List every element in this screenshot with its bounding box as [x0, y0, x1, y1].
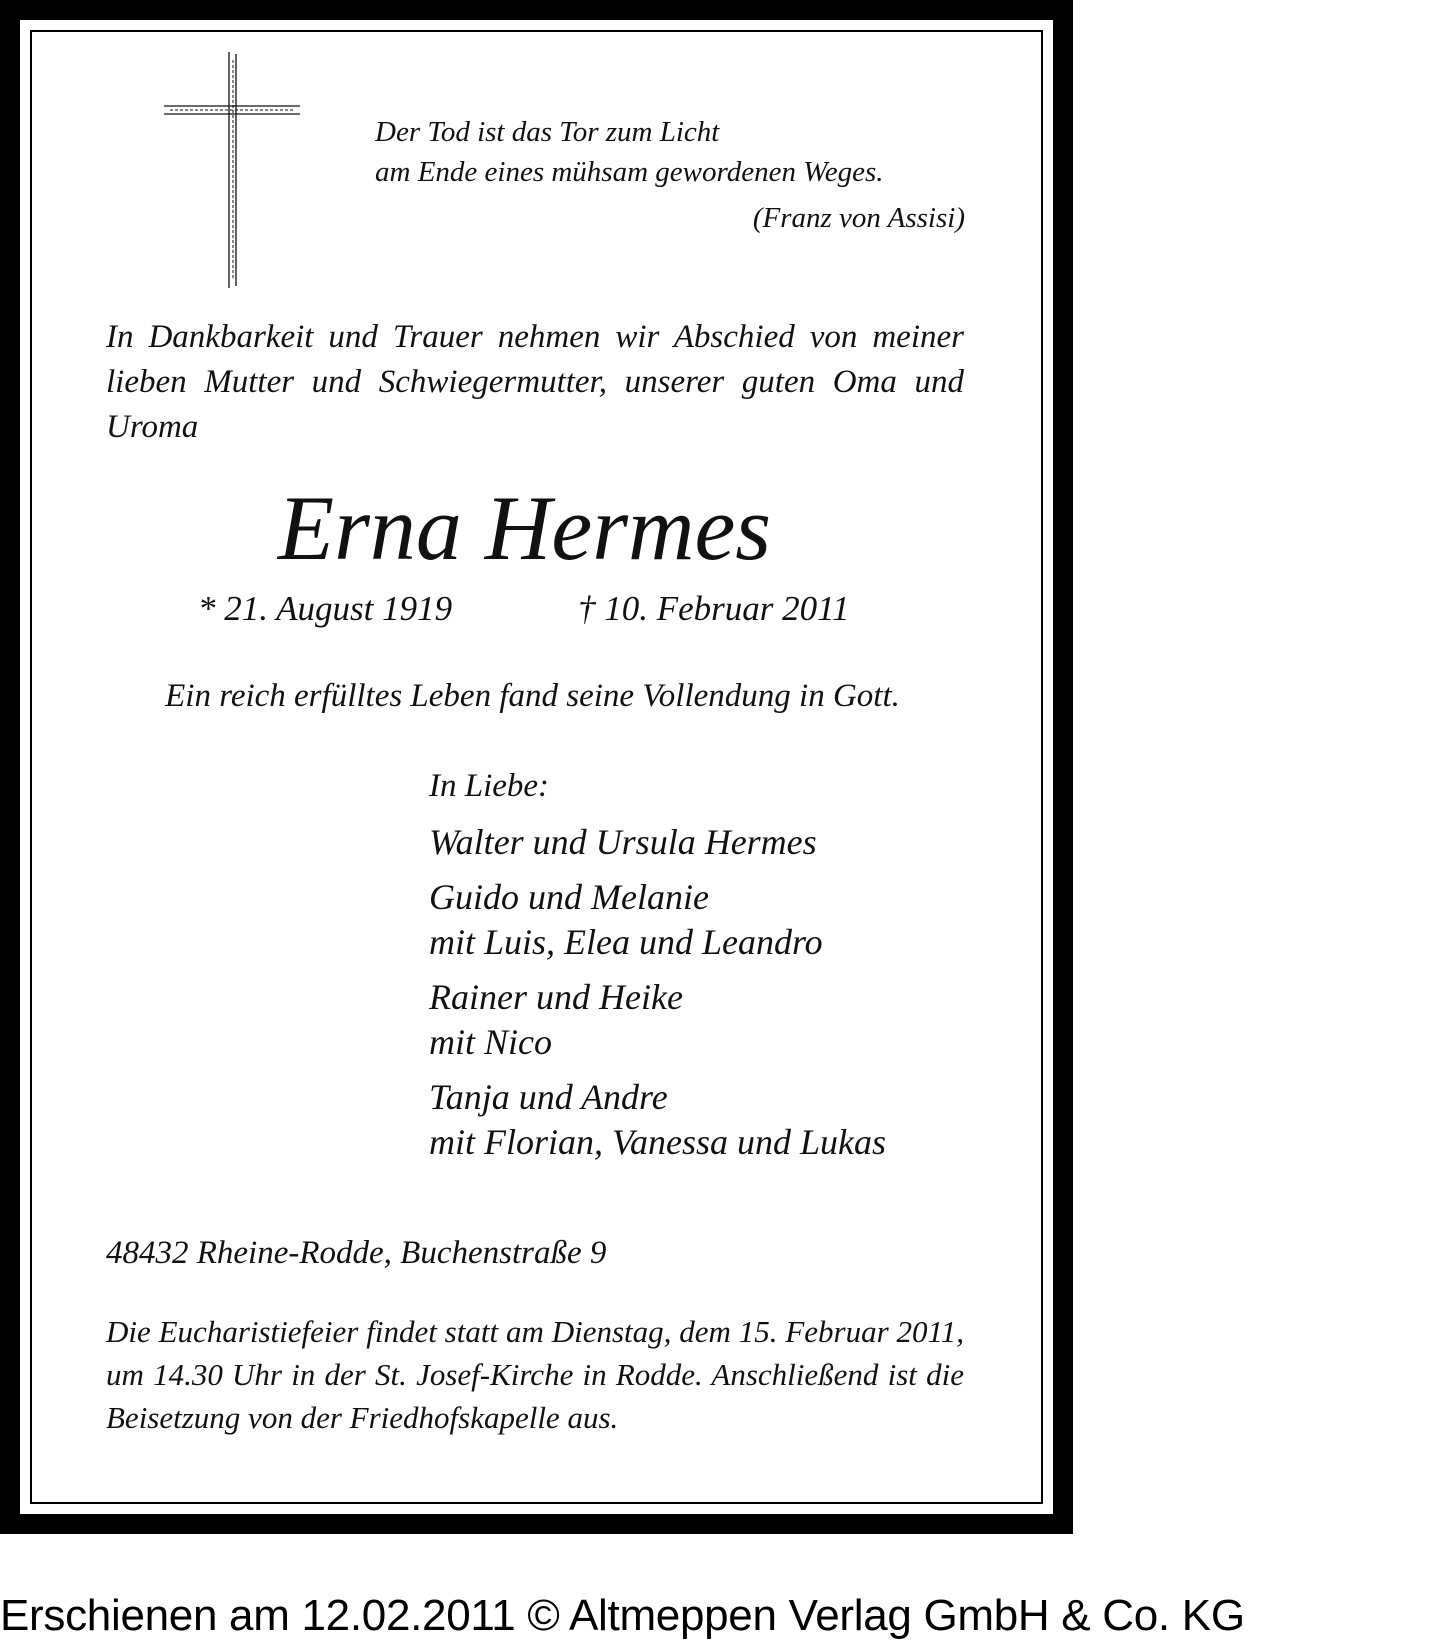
cross-icon — [162, 50, 302, 290]
motto — [375, 112, 965, 238]
mourner-line: Rainer und Heike — [429, 977, 683, 1017]
deceased-name-text: Erna Hermes — [277, 477, 772, 579]
mourner-group — [429, 975, 1029, 1065]
publication-footer: Erschienen am 12.02.2011 © Altmeppen Verlag GmbH & Co. KG — [0, 1591, 1245, 1640]
mourner-line: Tanja und Andre — [429, 1077, 668, 1117]
mourners-heading: In Liebe: — [429, 768, 550, 804]
mourner-line: mit Florian, Vanessa und Lukas — [429, 1122, 887, 1162]
mourner-line: Walter und Ursula Hermes — [429, 822, 817, 862]
mourner-line: mit Luis, Elea und Leandro — [429, 922, 823, 962]
mourner-group — [429, 875, 1029, 965]
service-info: Die Eucharistiefeier findet statt am Dienstag, dem 15. Februar 2011, um 14.30 Uhr in der St. Josef-Kirche in Rodde. Anschließend ist die Beisetzung von der Friedhofskapelle aus. — [106, 1314, 964, 1435]
life-line-text: Ein reich erfülltes Leben fand seine Vollendung in Gott. — [165, 678, 900, 714]
mourner-line: Guido und Melanie — [429, 877, 709, 917]
life-line — [0, 675, 1073, 717]
mourner-group — [429, 820, 1029, 865]
address: 48432 Rheine-Rodde, Buchenstraße 9 — [106, 1235, 607, 1271]
birth-date: * 21. August 1919 — [198, 589, 453, 628]
mourner-group — [429, 1075, 1029, 1165]
motto-line: am Ende eines mühsam gewordenen Weges. — [375, 156, 884, 188]
mourners — [429, 766, 1029, 1175]
intro-text: In Dankbarkeit und Trauer nehmen wir Abschied von meiner lieben Mutter und Schwiegermutter, unserer guten Oma und Uroma — [106, 319, 964, 445]
mourner-line: mit Nico — [429, 1022, 552, 1062]
motto-attribution: (Franz von Assisi) — [752, 202, 965, 234]
motto-line: Der Tod ist das Tor zum Licht — [375, 116, 720, 148]
death-date: † 10. Februar 2011 — [578, 589, 850, 628]
deceased-name — [0, 478, 1073, 578]
